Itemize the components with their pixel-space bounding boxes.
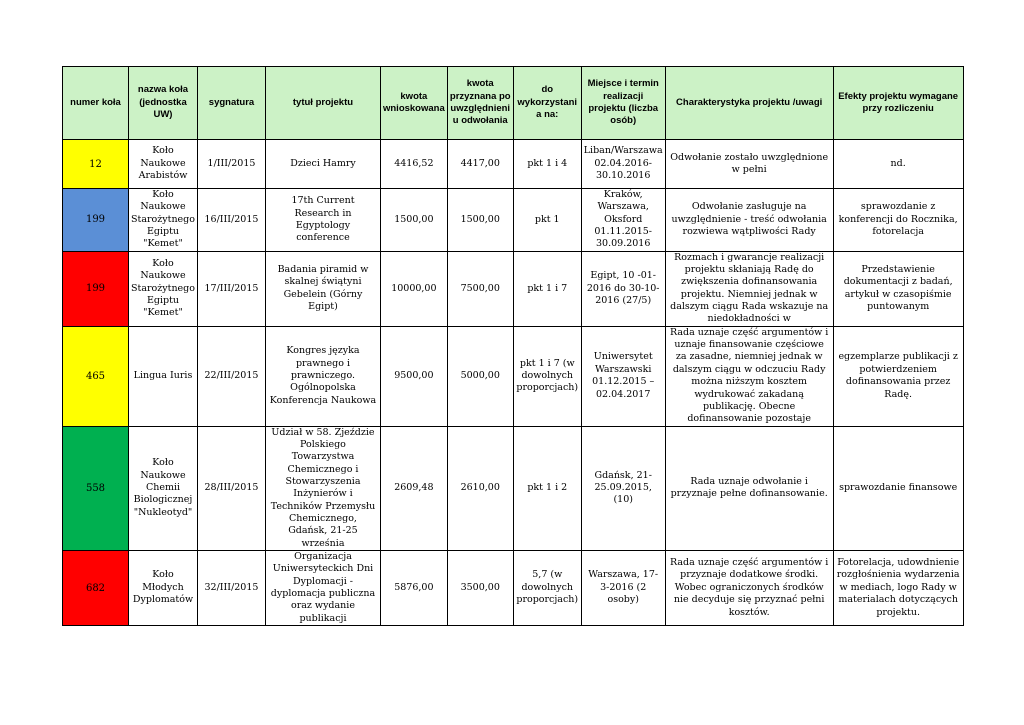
charakterystyka-cell: Rada uznaje część argumentów i przyznaje dodatkowe środki. Wobec ograniczonych środków nie decyduje się przyznać pełni kosztów. bbox=[665, 550, 833, 625]
sygnatura-cell: 1/III/2015 bbox=[197, 140, 265, 189]
kwota-przyznana-cell: 4417,00 bbox=[447, 140, 513, 189]
header-numer: numer koła bbox=[63, 67, 129, 140]
table-row bbox=[63, 140, 964, 189]
do-wykorzystania-cell: pkt 1 i 7 bbox=[513, 251, 581, 326]
efekty-cell: egzemplarze publikacji z potwierdzeniem dofinansowania przez Radę. bbox=[833, 326, 963, 426]
header-efekty: Efekty projektu wymagane przy rozliczeniu bbox=[833, 67, 963, 140]
do-wykorzystania-cell: pkt 1 i 7 (w dowolnych proporcjach) bbox=[513, 326, 581, 426]
efekty-cell: Fotorelacja, udowdnienie rozgłośnienia wydarzenia w mediach, logo Rady w materialach dotyczących projektu. bbox=[833, 550, 963, 625]
table-row bbox=[63, 426, 964, 550]
nazwa-cell: Koło Naukowe Starożytnego Egiptu "Kemet" bbox=[129, 251, 198, 326]
header-do-wykorzystania: do wykorzystani a na: bbox=[513, 67, 581, 140]
header-row bbox=[63, 67, 964, 140]
nazwa-cell: Lingua Iuris bbox=[129, 326, 198, 426]
numer-cell: 199 bbox=[63, 251, 129, 326]
tytul-cell: Badania piramid w skalnej świątyni Gebelein (Górny Egipt) bbox=[265, 251, 380, 326]
charakterystyka-cell: Rada uznaje odwołanie i przyznaje pełne dofinansowanie. bbox=[665, 426, 833, 550]
header-miejsce: Miejsce i termin realizacji projektu (liczba osób) bbox=[581, 67, 665, 140]
header-kwota-przyznana: kwota przyznana po uwzględnieni u odwołania bbox=[447, 67, 513, 140]
header-kwota-wnioskowana: kwota wnioskowana bbox=[380, 67, 447, 140]
numer-cell: 465 bbox=[63, 326, 129, 426]
efekty-cell: nd. bbox=[833, 140, 963, 189]
sygnatura-cell: 17/III/2015 bbox=[197, 251, 265, 326]
kwota-przyznana-cell: 3500,00 bbox=[447, 550, 513, 625]
tytul-cell: Organizacja Uniwersyteckich Dni Dyplomacji - dyplomacja publiczna oraz wydanie publikacji bbox=[265, 550, 380, 625]
table-row bbox=[63, 550, 964, 625]
sygnatura-cell: 22/III/2015 bbox=[197, 326, 265, 426]
numer-cell: 682 bbox=[63, 550, 129, 625]
table-row bbox=[63, 326, 964, 426]
miejsce-cell: Kraków, Warszawa, Oksford 01.11.2015-30.09.2016 bbox=[581, 189, 665, 252]
table-row bbox=[63, 189, 964, 252]
do-wykorzystania-cell: 5,7 (w dowolnych proporcjach) bbox=[513, 550, 581, 625]
efekty-cell: Przedstawienie dokumentacji z badań, artykuł w czasopiśmie puntowanym bbox=[833, 251, 963, 326]
kwota-przyznana-cell: 2610,00 bbox=[447, 426, 513, 550]
miejsce-cell: Warszawa, 17-3-2016 (2 osoby) bbox=[581, 550, 665, 625]
kwota-wnioskowana-cell: 2609,48 bbox=[380, 426, 447, 550]
kwota-wnioskowana-cell: 5876,00 bbox=[380, 550, 447, 625]
tytul-cell: Kongres języka prawnego i prawniczego. Ogólnopolska Konferencja Naukowa bbox=[265, 326, 380, 426]
nazwa-cell: Koło Naukowe Arabistów bbox=[129, 140, 198, 189]
kwota-wnioskowana-cell: 10000,00 bbox=[380, 251, 447, 326]
numer-cell: 558 bbox=[63, 426, 129, 550]
sygnatura-cell: 16/III/2015 bbox=[197, 189, 265, 252]
do-wykorzystania-cell: pkt 1 bbox=[513, 189, 581, 252]
do-wykorzystania-cell: pkt 1 i 4 bbox=[513, 140, 581, 189]
kwota-wnioskowana-cell: 4416,52 bbox=[380, 140, 447, 189]
efekty-cell: sprawozdanie finansowe bbox=[833, 426, 963, 550]
funding-table bbox=[62, 66, 964, 626]
numer-cell: 12 bbox=[63, 140, 129, 189]
miejsce-cell: Liban/Warszawa 02.04.2016-30.10.2016 bbox=[581, 140, 665, 189]
kwota-przyznana-cell: 1500,00 bbox=[447, 189, 513, 252]
tytul-cell: 17th Current Research in Egyptology conference bbox=[265, 189, 380, 252]
kwota-przyznana-cell: 7500,00 bbox=[447, 251, 513, 326]
numer-cell: 199 bbox=[63, 189, 129, 252]
tytul-cell: Dzieci Hamry bbox=[265, 140, 380, 189]
sygnatura-cell: 28/III/2015 bbox=[197, 426, 265, 550]
charakterystyka-cell: Rada uznaje część argumentów i uznaje finansowanie częściowe za zasadne, niemniej jednak w dalszym ciągu w odczuciu Rady można niższym kosztem wydrukować zakadaną publikację. Obecne dofinansowanie pozostaje bbox=[665, 326, 833, 426]
nazwa-cell: Koło Naukowe Starożytnego Egiptu "Kemet" bbox=[129, 189, 198, 252]
miejsce-cell: Uniwersytet Warszawski 01.12.2015 – 02.04.2017 bbox=[581, 326, 665, 426]
header-tytul: tytuł projektu bbox=[265, 67, 380, 140]
header-charakterystyka: Charakterystyka projektu /uwagi bbox=[665, 67, 833, 140]
kwota-wnioskowana-cell: 1500,00 bbox=[380, 189, 447, 252]
nazwa-cell: Koło Młodych Dyplomatów bbox=[129, 550, 198, 625]
efekty-cell: sprawozdanie z konferencji do Rocznika, fotorelacja bbox=[833, 189, 963, 252]
header-sygnatura: sygnatura bbox=[197, 67, 265, 140]
tytul-cell: Udział w 58. Zjeździe Polskiego Towarzystwa Chemicznego i Stowarzyszenia Inżynierów i Techników Przemysłu Chemicznego, Gdańsk, 21-25 września bbox=[265, 426, 380, 550]
kwota-przyznana-cell: 5000,00 bbox=[447, 326, 513, 426]
charakterystyka-cell: Odwołanie zostało uwzględnione w pełni bbox=[665, 140, 833, 189]
charakterystyka-cell: Odwołanie zasługuje na uwzględnienie - treść odwołania rozwiewa wątpliwości Rady bbox=[665, 189, 833, 252]
charakterystyka-cell: Rozmach i gwarancje realizacji projektu skłaniają Radę do zwiększenia dofinansowania projektu. Niemniej jednak w dalszym ciągu Rada wskazuje na niedokładności w bbox=[665, 251, 833, 326]
header-nazwa: nazwa koła (jednostka UW) bbox=[129, 67, 198, 140]
do-wykorzystania-cell: pkt 1 i 2 bbox=[513, 426, 581, 550]
miejsce-cell: Egipt, 10 -01-2016 do 30-10-2016 (27/5) bbox=[581, 251, 665, 326]
sygnatura-cell: 32/III/2015 bbox=[197, 550, 265, 625]
table-row bbox=[63, 251, 964, 326]
nazwa-cell: Koło Naukowe Chemii Biologicznej "Nukleotyd" bbox=[129, 426, 198, 550]
kwota-wnioskowana-cell: 9500,00 bbox=[380, 326, 447, 426]
miejsce-cell: Gdańsk, 21-25.09.2015, (10) bbox=[581, 426, 665, 550]
